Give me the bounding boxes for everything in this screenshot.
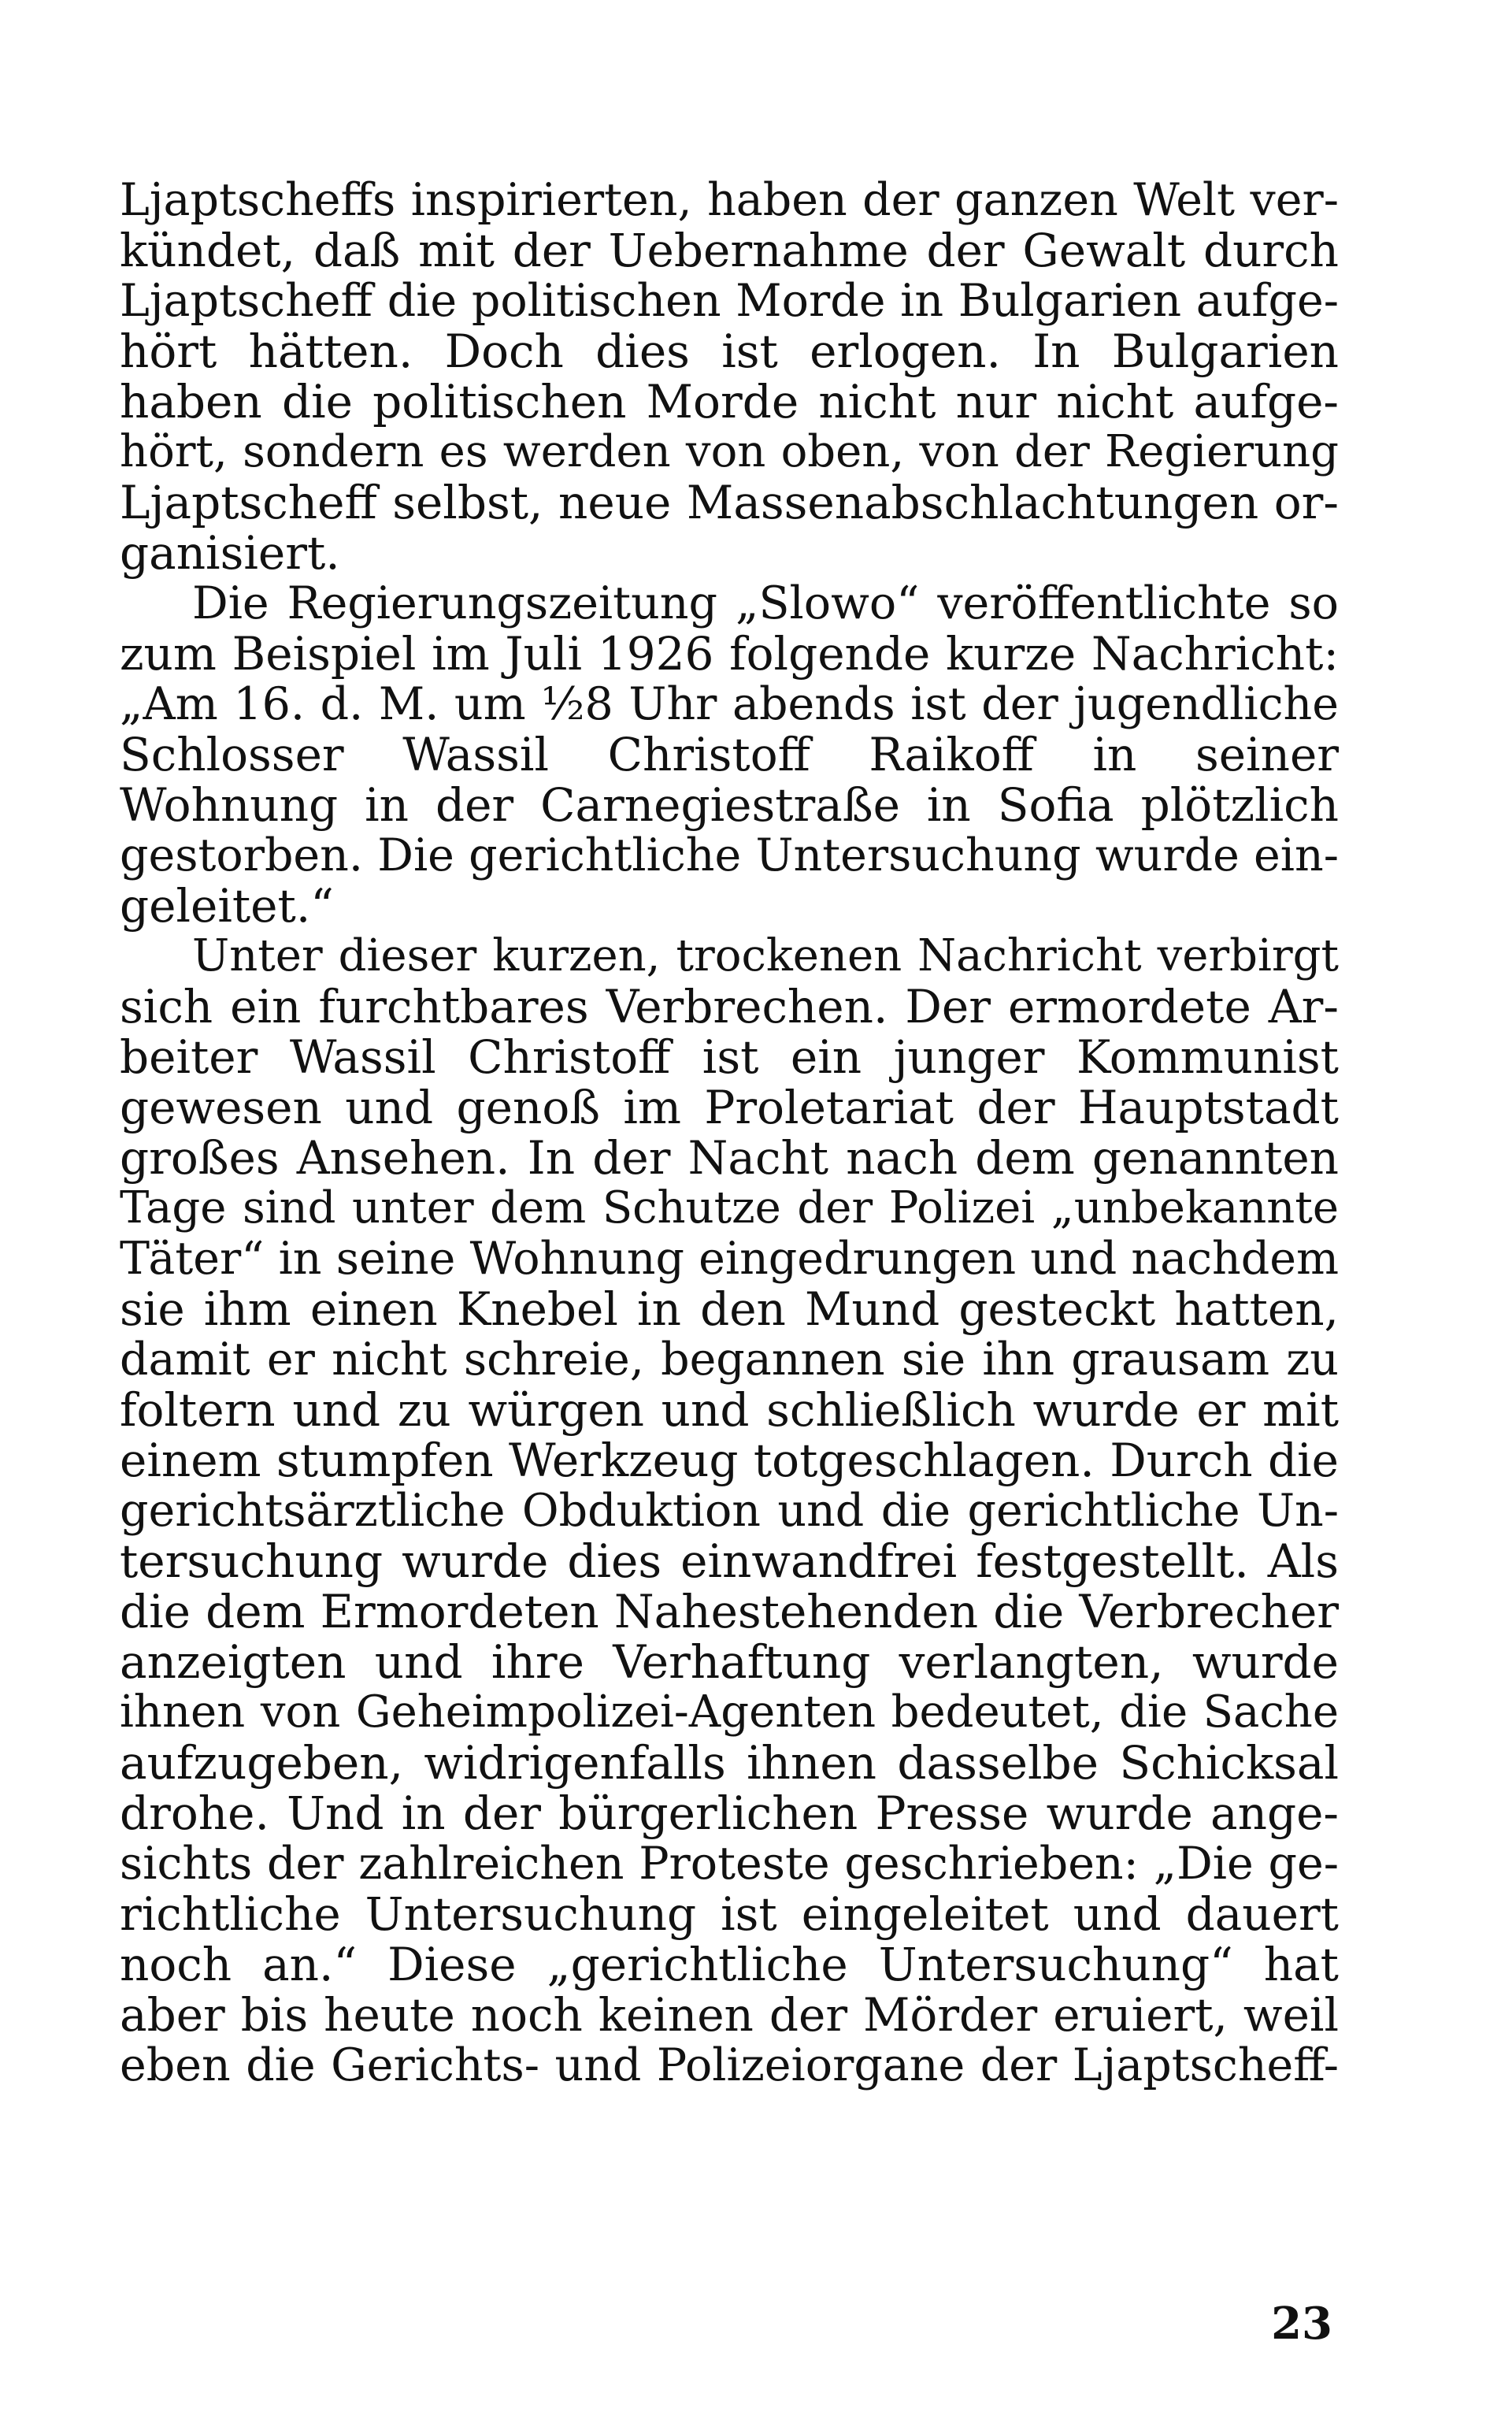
text-line: sichts der zahlreichen Proteste geschrieben: „Die ge- xyxy=(120,1838,1339,1890)
text-line: damit er nicht schreie, begannen sie ihn grausam zu xyxy=(120,1334,1339,1386)
body-text xyxy=(120,175,1339,2091)
text-line: gerichtsärztliche Obduktion und die gerichtliche Un- xyxy=(120,1485,1339,1537)
text-line: ganisiert. xyxy=(120,526,340,580)
text-line: gewesen und genoß im Proletariat der Hauptstadt xyxy=(120,1081,1339,1134)
text-line: hört, sondern es werden von oben, von der Regierung xyxy=(120,426,1339,477)
text-line: Ljaptscheff selbst, neue Massenabschlachtungen or- xyxy=(120,476,1339,529)
text-line: gestorben. Die gerichtliche Untersuchung wurde ein- xyxy=(120,829,1339,881)
text-line: geleitet.“ xyxy=(120,879,334,933)
text-line: kündet, daß mit der Uebernahme der Gewalt durch xyxy=(120,224,1339,277)
text-line: haben die politischen Morde nicht nur nicht aufge- xyxy=(120,375,1339,429)
text-line: großes Ansehen. In der Nacht nach dem genannten xyxy=(120,1131,1339,1185)
text-line: noch an.“ Diese „gerichtliche Untersuchung“ hat xyxy=(120,1938,1339,1991)
text-line: die dem Ermordeten Nahestehenden die Verbrecher xyxy=(120,1585,1339,1638)
text-line: sich ein furchtbares Verbrechen. Der ermordete Ar- xyxy=(120,980,1339,1033)
text-line: richtliche Untersuchung ist eingeleitet und dauert xyxy=(120,1887,1339,1941)
text-line: eben die Gerichts- und Polizeiorgane der Ljaptscheff- xyxy=(120,2039,1339,2091)
text-line: anzeigten und ihre Verhaftung verlangten, wurde xyxy=(120,1635,1339,1689)
text-line: aber bis heute noch keinen der Mörder eruiert, weil xyxy=(120,1988,1339,2042)
page-number: 23 xyxy=(1271,2298,1332,2350)
text-line: hört hätten. Doch dies ist erlogen. In Bulgarien xyxy=(120,325,1339,378)
text-line: beiter Wassil Christoff ist ein junger Kommunist xyxy=(120,1030,1339,1084)
text-line: foltern und zu würgen und schließlich wurde er mit xyxy=(120,1383,1339,1437)
text-line: „Am 16. d. M. um ½8 Uhr abends ist der jugendliche xyxy=(120,678,1339,730)
text-line: aufzugeben, widrigenfalls ihnen dasselbe Schicksal xyxy=(120,1736,1339,1790)
text-line: Täter“ in seine Wohnung eingedrungen und nachdem xyxy=(120,1233,1339,1285)
text-line: Unter dieser kurzen, trockenen Nachricht verbirgt xyxy=(192,930,1339,981)
text-line: einem stumpfen Werkzeug totgeschlagen. Durch die xyxy=(120,1434,1339,1487)
text-line: tersuchung wurde dies einwandfrei festgestellt. Als xyxy=(120,1534,1339,1588)
text-line: Schlosser Wassil Christoff Raikoff in seiner xyxy=(120,728,1339,781)
text-line: Wohnung in der Carnegiestraße in Sofia plötzlich xyxy=(120,778,1339,832)
text-line: Die Regierungszeitung „Slowo“ veröffentlichte so xyxy=(192,577,1339,629)
text-line: Ljaptscheffs inspirierten, haben der ganzen Welt ver- xyxy=(120,174,1339,226)
text-line: drohe. Und in der bürgerlichen Presse wurde ange- xyxy=(120,1786,1339,1840)
text-line: Ljaptscheff die politischen Morde in Bulgarien aufge- xyxy=(120,275,1339,327)
text-line: sie ihm einen Knebel in den Mund gesteckt hatten, xyxy=(120,1282,1339,1336)
text-line: zum Beispiel im Juli 1926 folgende kurze Nachricht: xyxy=(120,627,1339,681)
text-line: Tage sind unter dem Schutze der Polizei „unbekannte xyxy=(120,1182,1339,1234)
text-line: ihnen von Geheimpolizei-Agenten bedeutet, die Sache xyxy=(120,1686,1339,1738)
